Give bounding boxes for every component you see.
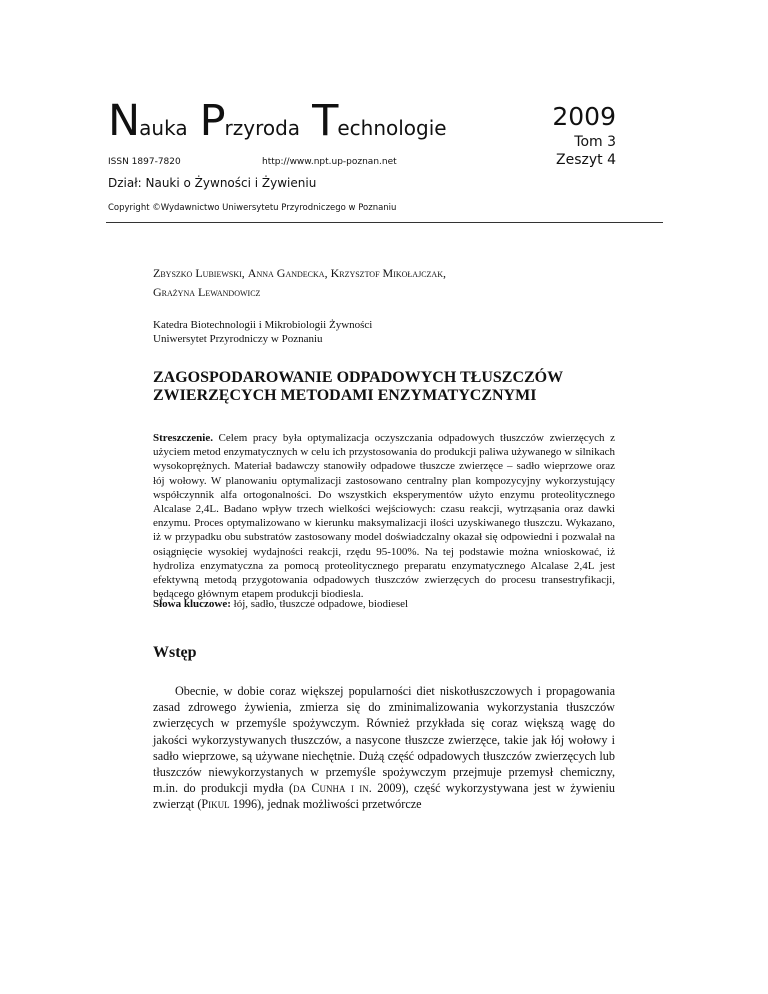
- journal-title: [108, 96, 459, 146]
- keywords-text: łój, sadło, tłuszcze odpadowe, biodiesel: [233, 598, 409, 610]
- abstract-label: Streszczenie.: [153, 432, 213, 444]
- header-divider: [106, 222, 663, 223]
- affiliation: [153, 318, 372, 346]
- journal-word-1: auka: [139, 116, 188, 140]
- journal-initial-2: P: [199, 96, 225, 146]
- abstract-text: Celem pracy była optymalizacja oczyszczania odpadowych tłuszczów zwierzęcych z użyciem metod enzymatycznych w celu ich przystosowania do produkcji paliwa używanego w silnikach wysokoprężnych. Materiał badawczy stanowiły odpadowe tłuszcze zwierzęce – sadło wieprzowe oraz łój wołowy. W planowaniu optymalizacji zastosowano centralny plan kompozycyjny wykorzystujący współczynnik alfa ortogonalności. Do wszystkich eksperymentów użyto enzymu proteolitycznego Alcalase 2,4L. Badano wpływ trzech wielkości wejściowych: czasu reakcji, wytrząsania oraz dawki enzymu. Proces optymalizowano w kierunku maksymalizacji ilości uzyskiwanego tłuszczu. Wykazano, iż w przypadku obu substratów zastosowany model doświadczalny okazał się odpowiedni i pozwalał na osiągnięcie wysokiej wydajności reakcji, rzędu 95-100%. Na tej podstawie można wnioskować, iż hydroliza enzymatyczna za pomocą proteolitycznego preparatu enzymatycznego Alcalase 2,4L jest efektywną metodą przygotowania odpadowych tłuszczów zwierzęcych do procesu transestryfikacji, będącego głównym etapem produkcji biodiesla.: [153, 432, 615, 601]
- keywords-label: Słowa kluczowe:: [153, 598, 231, 610]
- section-division: Dział: Nauki o Żywności i Żywieniu: [108, 176, 317, 190]
- author-2: Anna Gandecka: [247, 266, 325, 280]
- citation-pikul: Pikul: [201, 797, 230, 812]
- issue-number: Zeszyt 4: [556, 152, 616, 168]
- article-title: ZAGOSPODAROWANIE ODPADOWYCH TŁUSZCZÓW ZWIERZĘCYCH METODAMI ENZYMATYCZNYMI: [153, 369, 563, 404]
- keywords: [153, 597, 615, 611]
- journal-initial-1: N: [108, 96, 140, 146]
- copyright: Copyright ©Wydawnictwo Uniwersytetu Przyrodniczego w Poznaniu: [108, 203, 397, 213]
- journal-word-2: rzyroda: [224, 116, 301, 140]
- journal-url[interactable]: http://www.npt.up-poznan.net: [262, 157, 397, 167]
- section-paragraph: [153, 683, 615, 813]
- paragraph-text-c: 1996), jednak możliwości przetwórcze: [229, 797, 422, 812]
- paragraph-text-b: 2009), część wykorzystywana jest w żywieniu zwierząt (: [153, 781, 615, 812]
- paragraph-text-a: Obecnie, w dobie coraz większej popularności diet niskotłuszczowych i propagowania zasad zdrowego żywienia, zmierza się do zminimalizowania wykorzystania tłuszczów zwierzęcych w przemyśle spożywczym. Również przykłada się coraz większą wagę do jakości wykorzystywanych tłuszczów, a nasycone tłuszcze zwierzęce, takie jak łój wołowy i sadło wieprzowe, są używane niechętnie. Dużą część odpadowych tłuszczów zwierzęcych lub tłuszczów niewykorzystanych w przemyśle spożywczym przejmuje przemysł chemiczny, m.in. do produkcji mydła (: [153, 684, 615, 796]
- issue-year: 2009: [552, 102, 616, 131]
- authors: Zbyszko Lubiewski, Anna Gandecka, Krzysztof Mikołajczak, Grażyna Lewandowicz: [153, 266, 446, 299]
- abstract: [153, 431, 615, 601]
- author-4: Grażyna Lewandowicz: [153, 285, 261, 299]
- journal-initial-3: T: [312, 96, 338, 146]
- section-heading: Wstęp: [153, 644, 197, 661]
- affiliation-university: Uniwersytet Przyrodniczy w Poznaniu: [153, 333, 323, 345]
- author-1: Zbyszko Lubiewski: [153, 266, 242, 280]
- affiliation-department: Katedra Biotechnologii i Mikrobiologii Żywności: [153, 319, 373, 331]
- issue-volume: Tom 3: [574, 134, 616, 150]
- author-3: Krzysztof Mikołajczak: [330, 266, 443, 280]
- journal-word-3: echnologie: [337, 116, 447, 140]
- citation-da-cunha: da Cunha i in.: [293, 781, 372, 796]
- issn: ISSN 1897-7820: [108, 157, 181, 167]
